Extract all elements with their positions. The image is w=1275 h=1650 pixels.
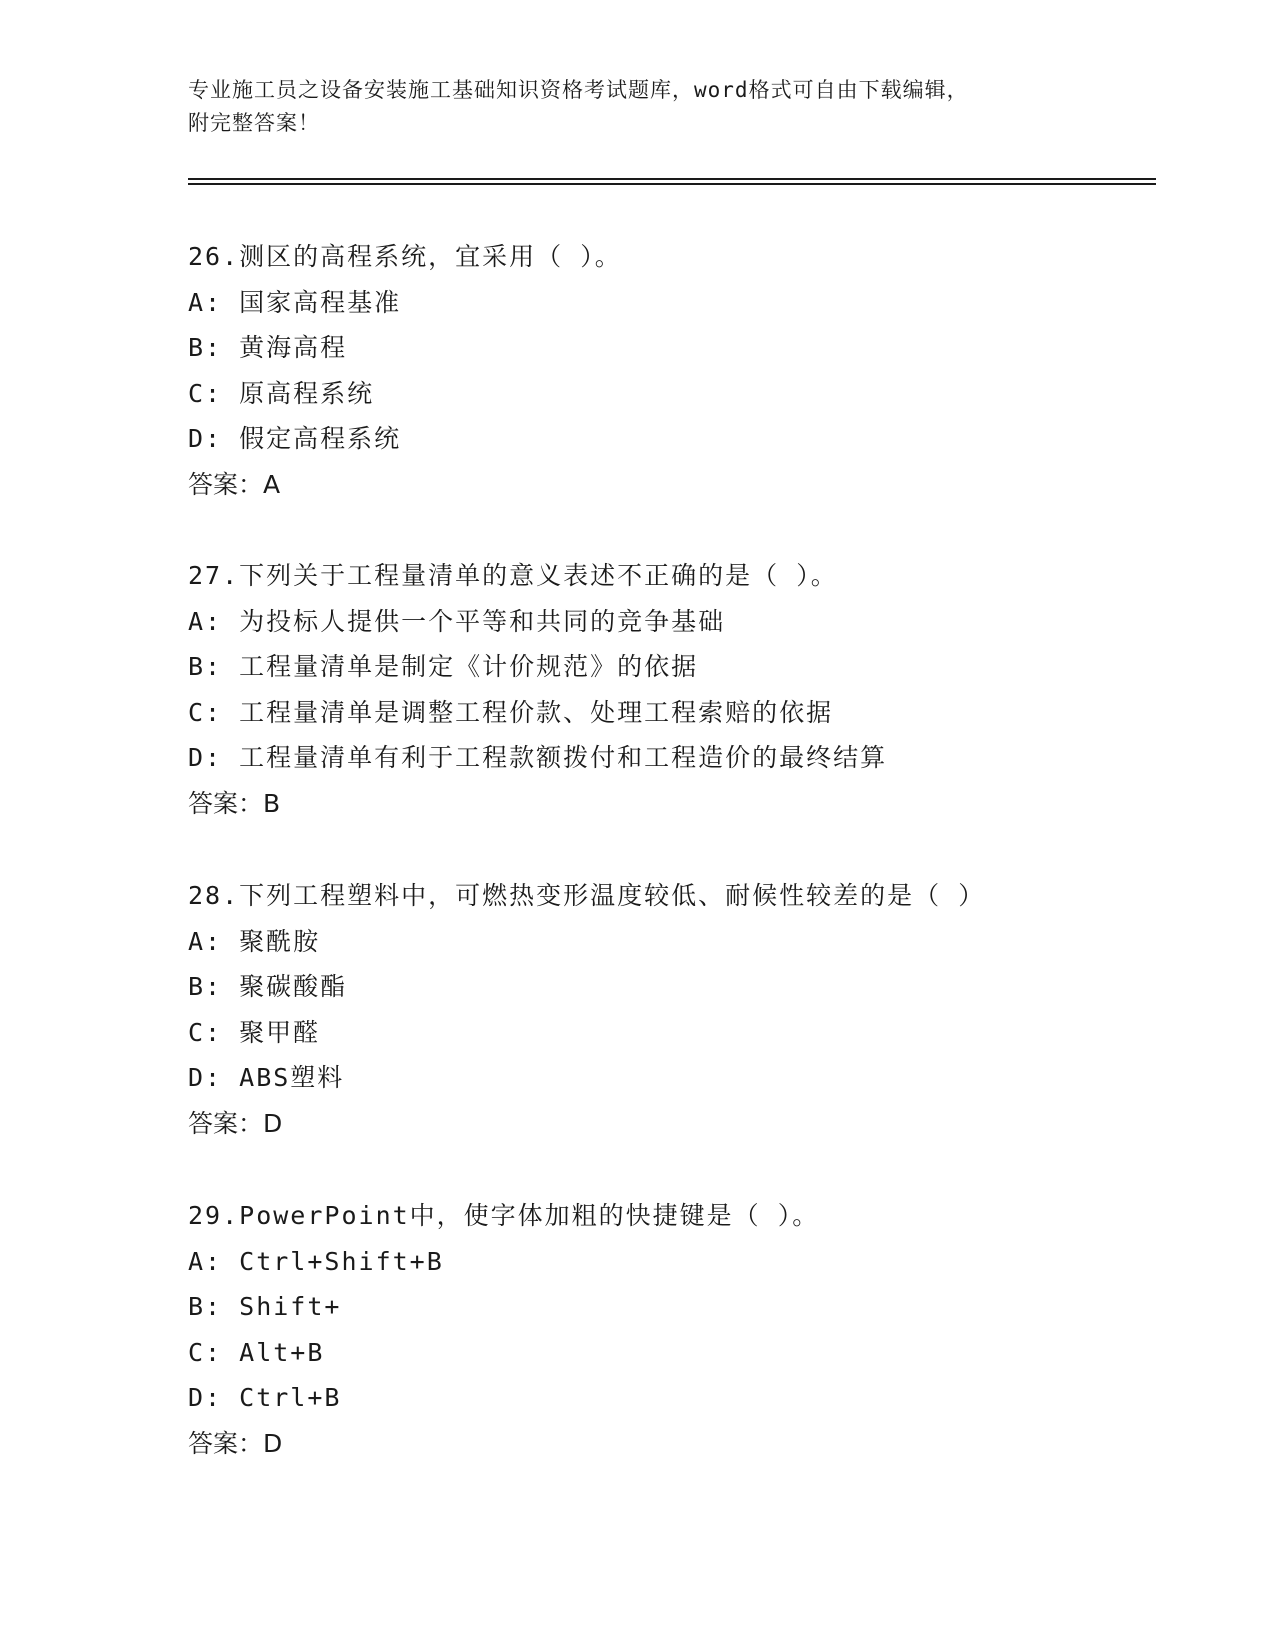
option-d: D: Ctrl+B — [188, 1383, 342, 1412]
question-stem: 27.下列关于工程量清单的意义表述不正确的是（ ）。 — [188, 561, 838, 590]
header-line-1: 专业施工员之设备安装施工基础知识资格考试题库，word格式可自由下载编辑， — [188, 78, 969, 102]
option-b: B: Shift+ — [188, 1292, 342, 1321]
option-a: A: 为投标人提供一个平等和共同的竞争基础 — [188, 606, 726, 636]
header-divider-top — [188, 178, 1156, 180]
document-header — [188, 74, 1088, 140]
header-line-2: 附完整答案！ — [188, 111, 320, 135]
option-d: D: 工程量清单有利于工程款额拨付和工程造价的最终结算 — [188, 743, 888, 772]
option-c: C: 原高程系统 — [188, 378, 375, 408]
option-c: C: 聚甲醛 — [188, 1017, 321, 1047]
question-27 — [188, 553, 1168, 826]
option-c: C: 工程量清单是调整工程价款、处理工程索赔的依据 — [188, 697, 834, 727]
option-b: B: 聚碳酸酯 — [188, 972, 348, 1001]
option-b: B: 黄海高程 — [188, 333, 348, 362]
answer-line: 答案：B — [188, 788, 281, 818]
option-d: D: ABS塑料 — [188, 1063, 345, 1092]
question-stem: 28.下列工程塑料中，可燃热变形温度较低、耐候性较差的是（ ） — [188, 881, 986, 910]
question-stem: 29.PowerPoint中，使字体加粗的快捷键是（ ）。 — [188, 1201, 820, 1230]
answer-line: 答案：A — [188, 469, 281, 499]
option-a: A: 聚酰胺 — [188, 926, 321, 956]
answer-line: 答案：D — [188, 1108, 283, 1138]
question-28 — [188, 873, 1168, 1146]
question-29 — [188, 1193, 1168, 1466]
header-divider-bottom — [188, 183, 1156, 185]
option-a: A: Ctrl+Shift+B — [188, 1246, 444, 1276]
option-d: D: 假定高程系统 — [188, 424, 402, 453]
option-a: A: 国家高程基准 — [188, 287, 402, 317]
question-26 — [188, 234, 1168, 507]
option-b: B: 工程量清单是制定《计价规范》的依据 — [188, 652, 699, 681]
answer-line: 答案：D — [188, 1428, 283, 1458]
option-c: C: Alt+B — [188, 1337, 325, 1367]
question-stem: 26.测区的高程系统，宜采用（ ）。 — [188, 242, 622, 271]
